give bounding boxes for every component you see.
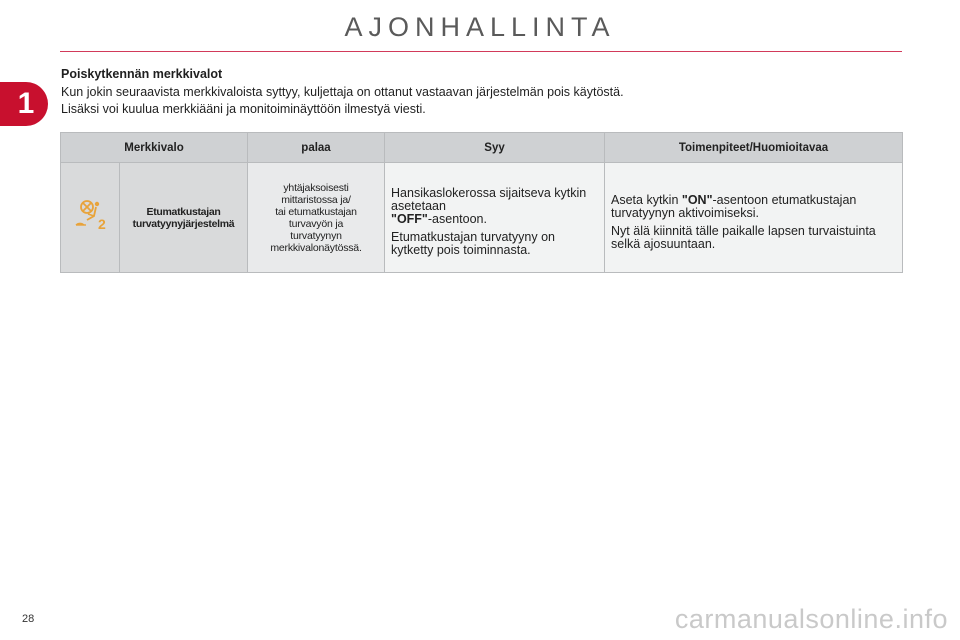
table-header-row	[61, 133, 903, 163]
state-line: tai etumatkustajan	[275, 205, 357, 218]
state-line: turvatyynyn	[290, 229, 342, 242]
state-line: mittaristossa ja/	[281, 193, 351, 206]
page-number: 28	[22, 613, 35, 625]
page-title: AJONHALLINTA	[344, 12, 616, 42]
action-text: Aseta kytkin	[611, 192, 679, 207]
action-paragraph-2: Nyt älä kiinnitä tälle paikalle lapsen turvaistuinta selkä ajosuuntaan.	[611, 223, 876, 251]
state-line: turvavyön ja	[288, 217, 344, 230]
warning-name-line-1: Etumatkustajan	[146, 205, 221, 218]
action-keyword: "ON"	[681, 192, 713, 207]
section-paragraph-2: Lisäksi voi kuulua merkkiääni ja monitoiminäyttöön ilmestyä viesti.	[61, 102, 426, 116]
cause-text: Hansikaslokerossa sijaitseva kytkin asetetaan	[391, 186, 587, 213]
header-divider	[60, 51, 902, 52]
action-text-post: -asentoon etumatkustajan turvatyynyn aktivoimiseksi.	[611, 192, 857, 220]
section-paragraph-1: Kun jokin seuraavista merkkivaloista syttyy, kuljettaja on ottanut vastaavan järjestelmän pois käytöstä.	[61, 85, 624, 99]
warning-light-table	[60, 132, 903, 273]
header-palaa: palaa	[248, 133, 385, 163]
header-toimenpiteet: Toimenpiteet/Huomioitavaa	[605, 133, 903, 163]
cause-cell	[385, 163, 605, 273]
icon-cell	[61, 163, 120, 273]
table-row	[61, 163, 903, 273]
state-line: merkkivalonäytössä.	[270, 241, 362, 254]
cause-paragraph-2: Etumatkustajan turvatyyny on kytketty pois toiminnasta.	[391, 230, 555, 257]
header-merkkivalo: Merkkivalo	[61, 133, 248, 163]
cause-keyword: "OFF"	[391, 212, 428, 226]
warning-name-line-2: turvatyynyjärjestelmä	[132, 217, 235, 230]
state-line: yhtäjaksoisesti	[283, 181, 349, 194]
header-syy: Syy	[385, 133, 605, 163]
cause-paragraph-1	[391, 187, 598, 226]
cause-text-post: -asentoon.	[427, 212, 487, 226]
watermark: carmanualsonline.info	[674, 604, 948, 634]
chapter-tab: 1	[0, 82, 48, 126]
action-paragraph-1	[611, 194, 896, 220]
svg-text:2: 2	[98, 216, 106, 232]
airbag-off-icon	[70, 216, 110, 236]
action-cell	[605, 163, 903, 273]
section-heading: Poiskytkennän merkkivalot	[61, 67, 223, 81]
warning-name-cell	[120, 163, 248, 273]
section	[61, 67, 901, 118]
state-cell	[248, 163, 385, 273]
